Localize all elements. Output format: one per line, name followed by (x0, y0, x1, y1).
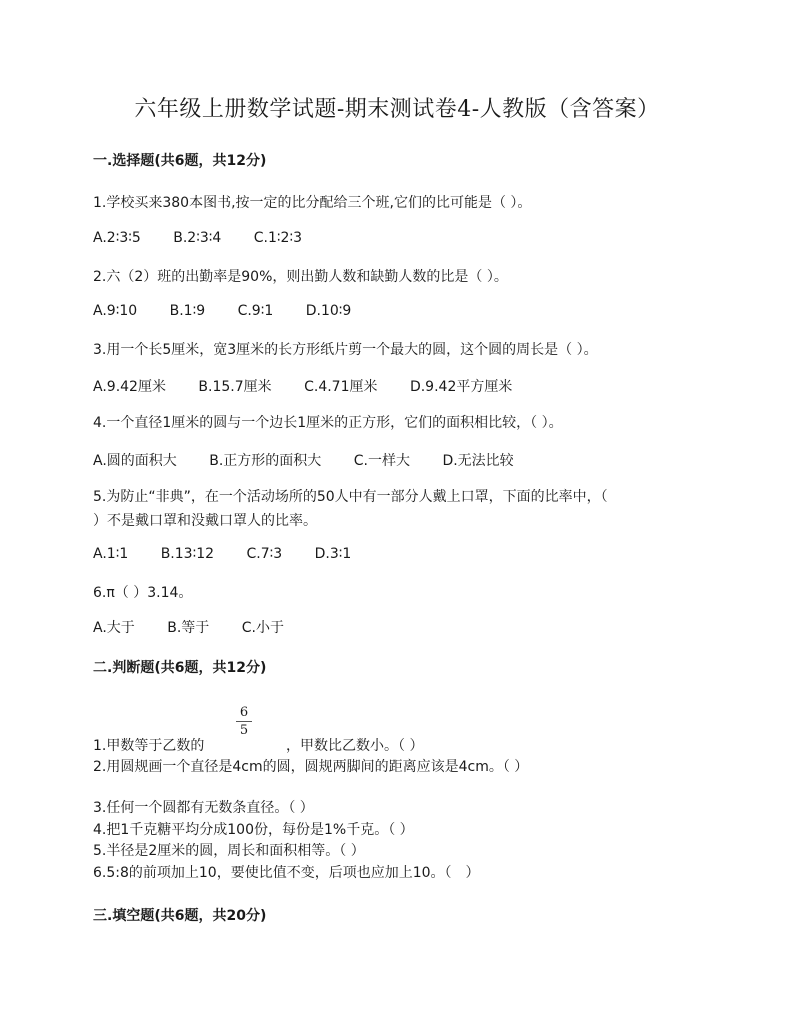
judgement-2: 2.用圆规画一个直径是4cm的圆，圆规两脚间的距离应该是4cm。（ ） (93, 759, 529, 775)
option: B.2∶3∶4 (173, 230, 222, 246)
option: D.3∶1 (314, 546, 352, 562)
option: C.9∶1 (237, 303, 274, 319)
judgement-1-prefix: 1.甲数等于乙数的 (93, 738, 205, 754)
options-3 (93, 376, 540, 396)
option: D.10∶9 (305, 303, 352, 319)
question-6: 6.π（ ）3.14。 (93, 585, 193, 601)
judgement-1-suffix: ，甲数比乙数小。（ ） (286, 738, 424, 754)
option: C.7∶3 (246, 546, 283, 562)
option: A.大于 (93, 620, 135, 636)
option: A.9.42厘米 (93, 379, 166, 395)
option: C.1∶2∶3 (253, 230, 303, 246)
question-3: 3.用一个长5厘米，宽3厘米的长方形纸片剪一个最大的圆，这个圆的周长是（ ）。 (93, 342, 598, 358)
option: A.2∶3∶5 (93, 230, 141, 246)
section-heading-judgement: 二.判断题(共6题，共12分) (93, 660, 267, 676)
option: B.1∶9 (169, 303, 206, 319)
option: A.圆的面积大 (93, 453, 177, 469)
judgement-6: 6.5:8的前项加上10，要使比值不变，后项也应加上10。（ ） (93, 865, 480, 881)
fraction-six-fifths (236, 705, 252, 738)
question-5: 5.为防止“非典”，在一个活动场所的50人中有一部分人戴上口罩，下面的比率中，（ (93, 489, 608, 505)
fraction-denominator: 5 (239, 723, 249, 738)
judgement-3: 3.任何一个圆都有无数条直径。（ ） (93, 800, 314, 816)
option: A.9∶10 (93, 303, 138, 319)
options-2 (93, 303, 379, 319)
options-5 (93, 546, 379, 562)
option: C.一样大 (353, 453, 410, 469)
fraction-numerator: 6 (239, 705, 249, 720)
question-1: 1.学校买来380本图书,按一定的比分配给三个班,它们的比可能是（ ）。 (93, 195, 532, 211)
option: D.无法比较 (442, 453, 514, 469)
options-6 (93, 617, 312, 637)
question-4: 4.一个直径1厘米的圆与一个边长1厘米的正方形，它们的面积相比较，（ ）。 (93, 415, 563, 431)
option: C.4.71厘米 (304, 379, 378, 395)
option: B.13∶12 (160, 546, 215, 562)
options-4 (93, 450, 542, 470)
option: D.9.42平方厘米 (409, 379, 513, 395)
section-heading-fill-in: 三.填空题(共6题，共20分) (93, 908, 267, 924)
question-5-continued: ）不是戴口罩和没戴口罩人的比率。 (93, 513, 317, 529)
page-title: 六年级上册数学试题-期末测试卷4-人教版（含答案） (134, 97, 660, 122)
section-heading-choice: 一.选择题(共6题，共12分) (93, 153, 267, 169)
option: B.等于 (167, 620, 210, 636)
option: B.正方形的面积大 (209, 453, 322, 469)
fraction-bar (236, 721, 252, 722)
option: C.小于 (241, 620, 284, 636)
options-1 (93, 230, 330, 246)
judgement-4: 4.把1千克糖平均分成100份，每份是1%千克。（ ） (93, 822, 414, 838)
option: B.15.7厘米 (198, 379, 272, 395)
option: A.1∶1 (93, 546, 129, 562)
question-2: 2.六（2）班的出勤率是90%，则出勤人数和缺勤人数的比是（ ）。 (93, 269, 508, 285)
judgement-5: 5.半径是2厘米的圆，周长和面积相等。（ ） (93, 843, 365, 859)
